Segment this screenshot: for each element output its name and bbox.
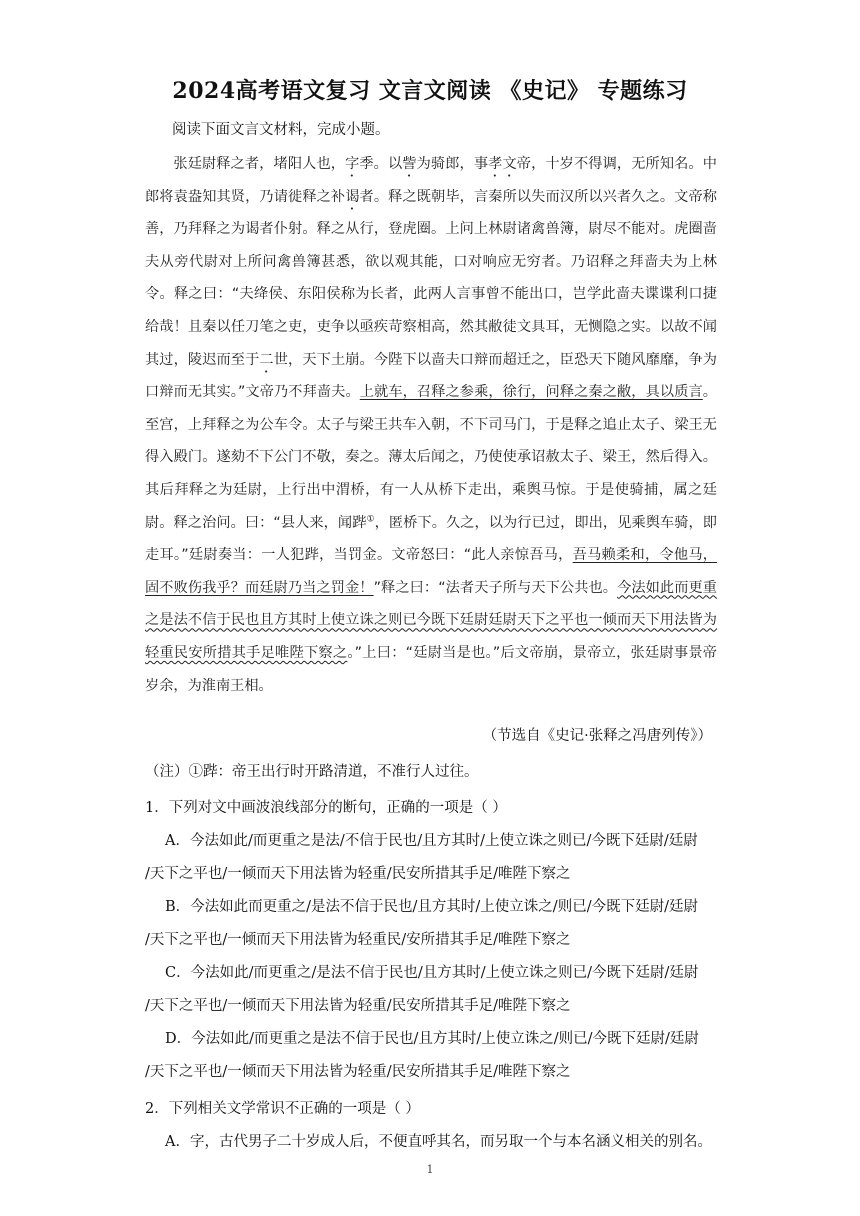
q1-option-a-cont: /天下之平也/一倾而天下用法皆为轻重/民安所措其手足/唯陛下察之: [145, 866, 571, 882]
q1-option-b[interactable]: B．今法如此而更重之/是法不信于民也/且方其时/上使立诛之/则已/今既下廷尉/廷尉: [165, 899, 698, 915]
page-number: 1: [426, 1163, 434, 1176]
passage-text: 世，天下土崩。今陛下以啬夫口辩而超迁之，臣恐天下随风靡靡，争为口辩而无其实。”文帝乃不拜啬夫。: [145, 351, 717, 401]
passage-text: 为骑郎，事: [416, 156, 489, 172]
passage-text: 者。释之既朝毕，言秦所以失而汉所以兴者久之。文帝称善，乃拜释之为谒者仆射。释之从行，登虎圈。上问上林尉诸禽兽簿，尉尽不能对。虎圈啬夫从旁代尉对上所问禽兽簿甚悉，欲以观其能，口对响应无穷者。乃诏释之拜啬夫为上林令。释之曰：“夫绛侯、东阳侯称为长者，此两人言事曾不能出口，岂学此啬夫谍谍利口捷给哉！且秦以任刀笔之吏，吏争以亟疾苛察相高，然其敝徒文具耳，无恻隐之实。以故不闻其过，陵迟而至于: [145, 188, 717, 368]
dotted-word: 字: [345, 156, 360, 172]
dotted-word: 谒: [345, 188, 360, 205]
dotted-word: 孝文: [488, 156, 517, 172]
question-1-stem: 1．下列对文中画波浪线部分的断句，正确的一项是（ ）: [145, 800, 507, 816]
passage-text: 。至宫，上拜释之为公车令。太子与梁王共车入朝，不下司马门，于是释之追止太子、梁王无得入殿门。遂劾不下公门不敬，奏之。薄太后闻之，乃使使承诏赦太子、梁王，然后得入。其后拜释之为廷尉，上行出中渭桥，有一人从桥下走出，乘舆马惊。于是使骑捕，属之廷尉。释之治问。曰：“县人来，闻跸: [145, 384, 717, 531]
passage-paragraph: [145, 148, 717, 702]
dotted-word: 訾: [402, 156, 417, 172]
q1-option-c[interactable]: C．今法如此/而更重之/是法不信于民也/且方其时/上使立诛之则已/今既下廷尉/廷尉: [165, 965, 699, 981]
passage-text: 张廷尉释之者，堵阳人也，: [173, 156, 346, 172]
q1-option-c-cont: /天下之平也/一倾而天下用法皆为轻重/民安所措其手足/唯陛下察之: [145, 998, 571, 1014]
passage-text: ”释之曰：“法者天子所与天下公共也。: [373, 579, 618, 596]
q1-option-a[interactable]: A．今法如此/而更重之是法/不信于民也/且方其时/上使立诛之则已/今既下廷尉/廷尉: [165, 833, 698, 849]
underlined-sentence-2: 吾马赖柔和，令他马，固不败伤我乎？而廷尉乃当之罚金！: [145, 547, 717, 596]
question-2-stem: 2．下列相关文学常识不正确的一项是（ ）: [145, 1101, 420, 1117]
dotted-word: 二: [259, 351, 274, 368]
wavy-underlined-sentence: 今法如此而更重之是法不信于民也且方其时上使立诛之则已今既下廷尉廷尉天下之平也一倾而天下用法皆为轻重民安所措其手足唯陛下察之: [145, 579, 717, 661]
q1-option-d[interactable]: D．今法如此/而更重之是法不信于民也/且方其时/上使立诛之/则已/今既下廷尉/廷尉: [165, 1031, 699, 1047]
page-title: 2024高考语文复习 文言文阅读 《史记》 专题练习: [172, 78, 688, 104]
source-citation: （节选自《史记·张释之冯唐列传》）: [482, 728, 712, 744]
passage-text: 帝，十岁不得调，无所知名。中郎将袁盎知其贤，乃请徙释之补: [145, 156, 717, 205]
footnote-marker: ①: [366, 513, 375, 524]
instructions: 阅读下面文言文材料，完成小题。: [172, 122, 390, 138]
passage-text: 季。以: [359, 156, 403, 172]
passage-text: ，匿桥下。久之，以为行已过，即出，见乘舆车骑，即走耳。”廷尉奏当：一人犯跸，当罚金。文帝怒曰：“此人亲惊吾马，: [145, 514, 717, 564]
underlined-sentence: 上就车，召释之参乘，徐行，问释之秦之敝，具以质言: [359, 384, 703, 401]
q1-option-d-cont: /天下之平也/一倾而天下用法皆为轻重/民安所措其手足/唯陛下察之: [145, 1064, 571, 1080]
classical-passage: [145, 148, 717, 702]
q2-option-a[interactable]: A．字，古代男子二十岁成人后，不便直呼其名，而另取一个与本名涵义相关的别名。: [165, 1134, 712, 1150]
q1-option-b-cont: /天下之平也/一倾而天下用法皆为轻重民/安所措其手足/唯陛下察之: [145, 932, 571, 948]
passage-text: 。”上曰：“廷尉当是也。”后文帝崩，景帝立，张廷尉事景帝岁余，为淮南王相。: [145, 644, 717, 694]
footnote: （注）①跸：帝王出行时开路清道，不准行人过往。: [145, 764, 479, 780]
